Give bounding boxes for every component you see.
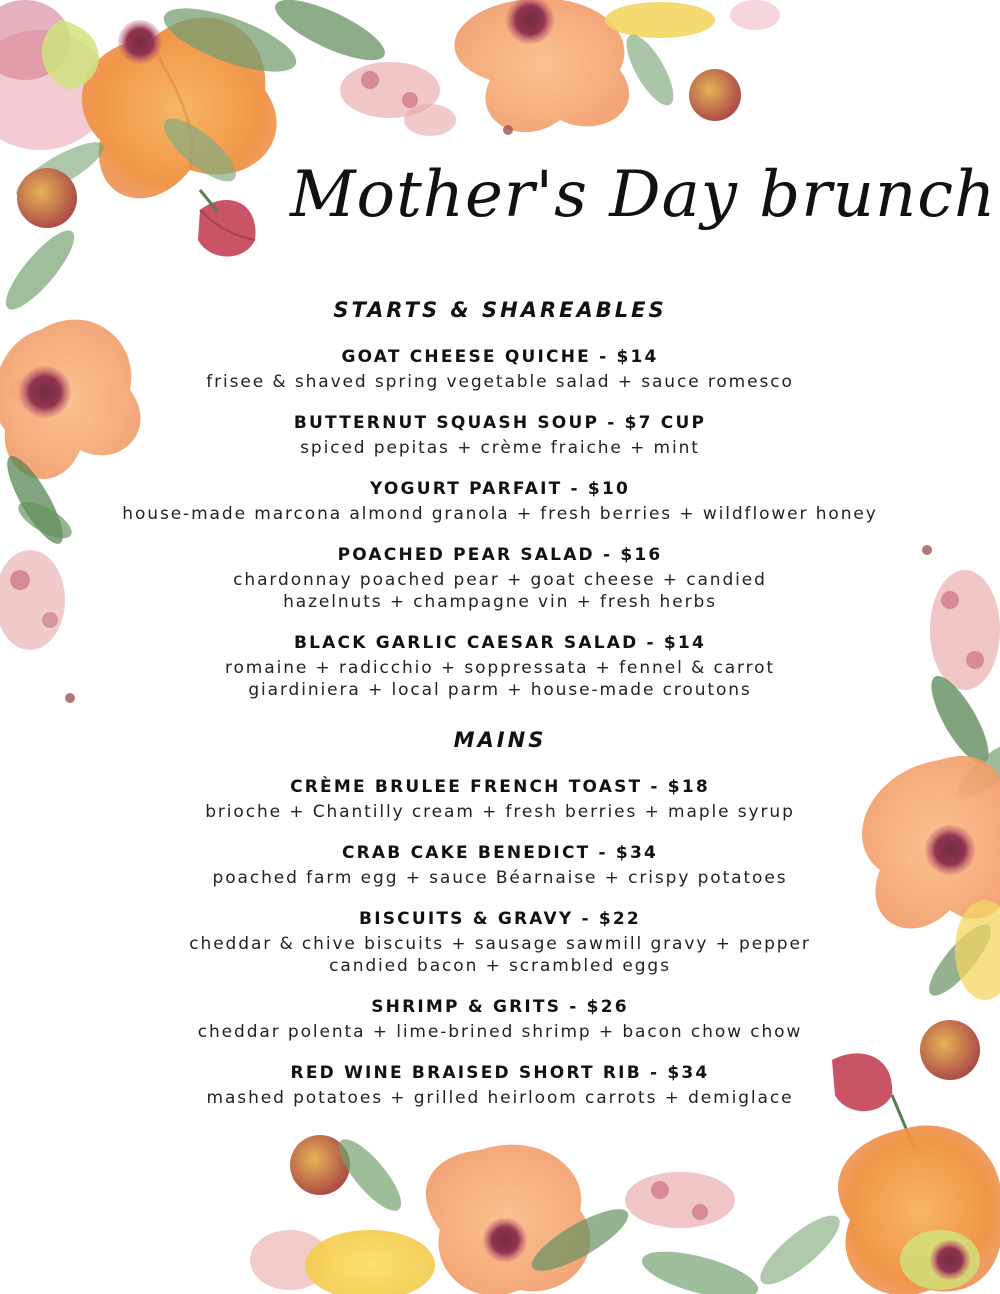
description-line: cheddar & chive biscuits + sausage sawmill gravy + pepper: [189, 934, 811, 954]
menu-item-name: POACHED PEAR SALAD - $16: [337, 545, 663, 565]
menu-item-name: GOAT CHEESE QUICHE - $14: [341, 347, 659, 367]
menu-item-description: [60, 503, 940, 525]
menu-item-description: [60, 1087, 940, 1109]
menu-item-name: YOGURT PARFAIT - $10: [369, 479, 631, 499]
description-line: frisee & shaved spring vegetable salad + sauce romesco: [206, 372, 794, 392]
menu-item-name: BUTTERNUT SQUASH SOUP - $7 CUP: [293, 413, 707, 433]
description-line: spiced pepitas + crème fraiche + mint: [300, 438, 700, 458]
menu-item-name: CRAB CAKE BENEDICT - $34: [341, 843, 659, 863]
description-line: chardonnay poached pear + goat cheese + candied: [233, 570, 767, 590]
menu-item-description: [60, 933, 940, 977]
description-line: cheddar polenta + lime-brined shrimp + bacon chow chow: [197, 1022, 803, 1042]
menu-item: [60, 776, 940, 823]
menu-item-description: [60, 867, 940, 889]
page-title: Mother's Day brunch: [290, 158, 997, 232]
menu-item: [60, 544, 940, 613]
menu-item-name: CRÈME BRULEE FRENCH TOAST - $18: [290, 777, 710, 797]
description-line: hazelnuts + champagne vin + fresh herbs: [283, 592, 717, 612]
description-line: poached farm egg + sauce Béarnaise + crispy potatoes: [212, 868, 788, 888]
menu-item-name: BLACK GARLIC CAESAR SALAD - $14: [293, 633, 706, 653]
menu-item-description: [60, 569, 940, 613]
menu-item-description: [60, 371, 940, 393]
description-line: brioche + Chantilly cream + fresh berries + maple syrup: [205, 802, 795, 822]
menu-item: [60, 632, 940, 701]
description-line: candied bacon + scrambled eggs: [329, 956, 671, 976]
menu-item: [60, 412, 940, 459]
section-heading-starts: STARTS & SHAREABLES: [333, 298, 667, 322]
description-line: house-made marcona almond granola + fresh berries + wildflower honey: [122, 504, 878, 524]
menu-item: [60, 478, 940, 525]
menu-item: [60, 908, 940, 977]
menu-item-description: [60, 1021, 940, 1043]
section-heading-mains: MAINS: [453, 728, 547, 752]
menu-item-name: SHRIMP & GRITS - $26: [371, 997, 629, 1017]
menu-item-description: [60, 657, 940, 701]
menu-item: [60, 996, 940, 1043]
menu-item-description: [60, 801, 940, 823]
menu-item: [60, 1062, 940, 1109]
menu-item-name: RED WINE BRAISED SHORT RIB - $34: [290, 1063, 710, 1083]
description-line: mashed potatoes + grilled heirloom carrots + demiglace: [206, 1088, 794, 1108]
menu-item: [60, 842, 940, 889]
menu-item: [60, 346, 940, 393]
description-line: romaine + radicchio + soppressata + fennel & carrot: [224, 658, 776, 678]
menu-item-description: [60, 437, 940, 459]
description-line: giardiniera + local parm + house-made croutons: [248, 680, 752, 700]
menu-item-name: BISCUITS & GRAVY - $22: [359, 909, 641, 929]
